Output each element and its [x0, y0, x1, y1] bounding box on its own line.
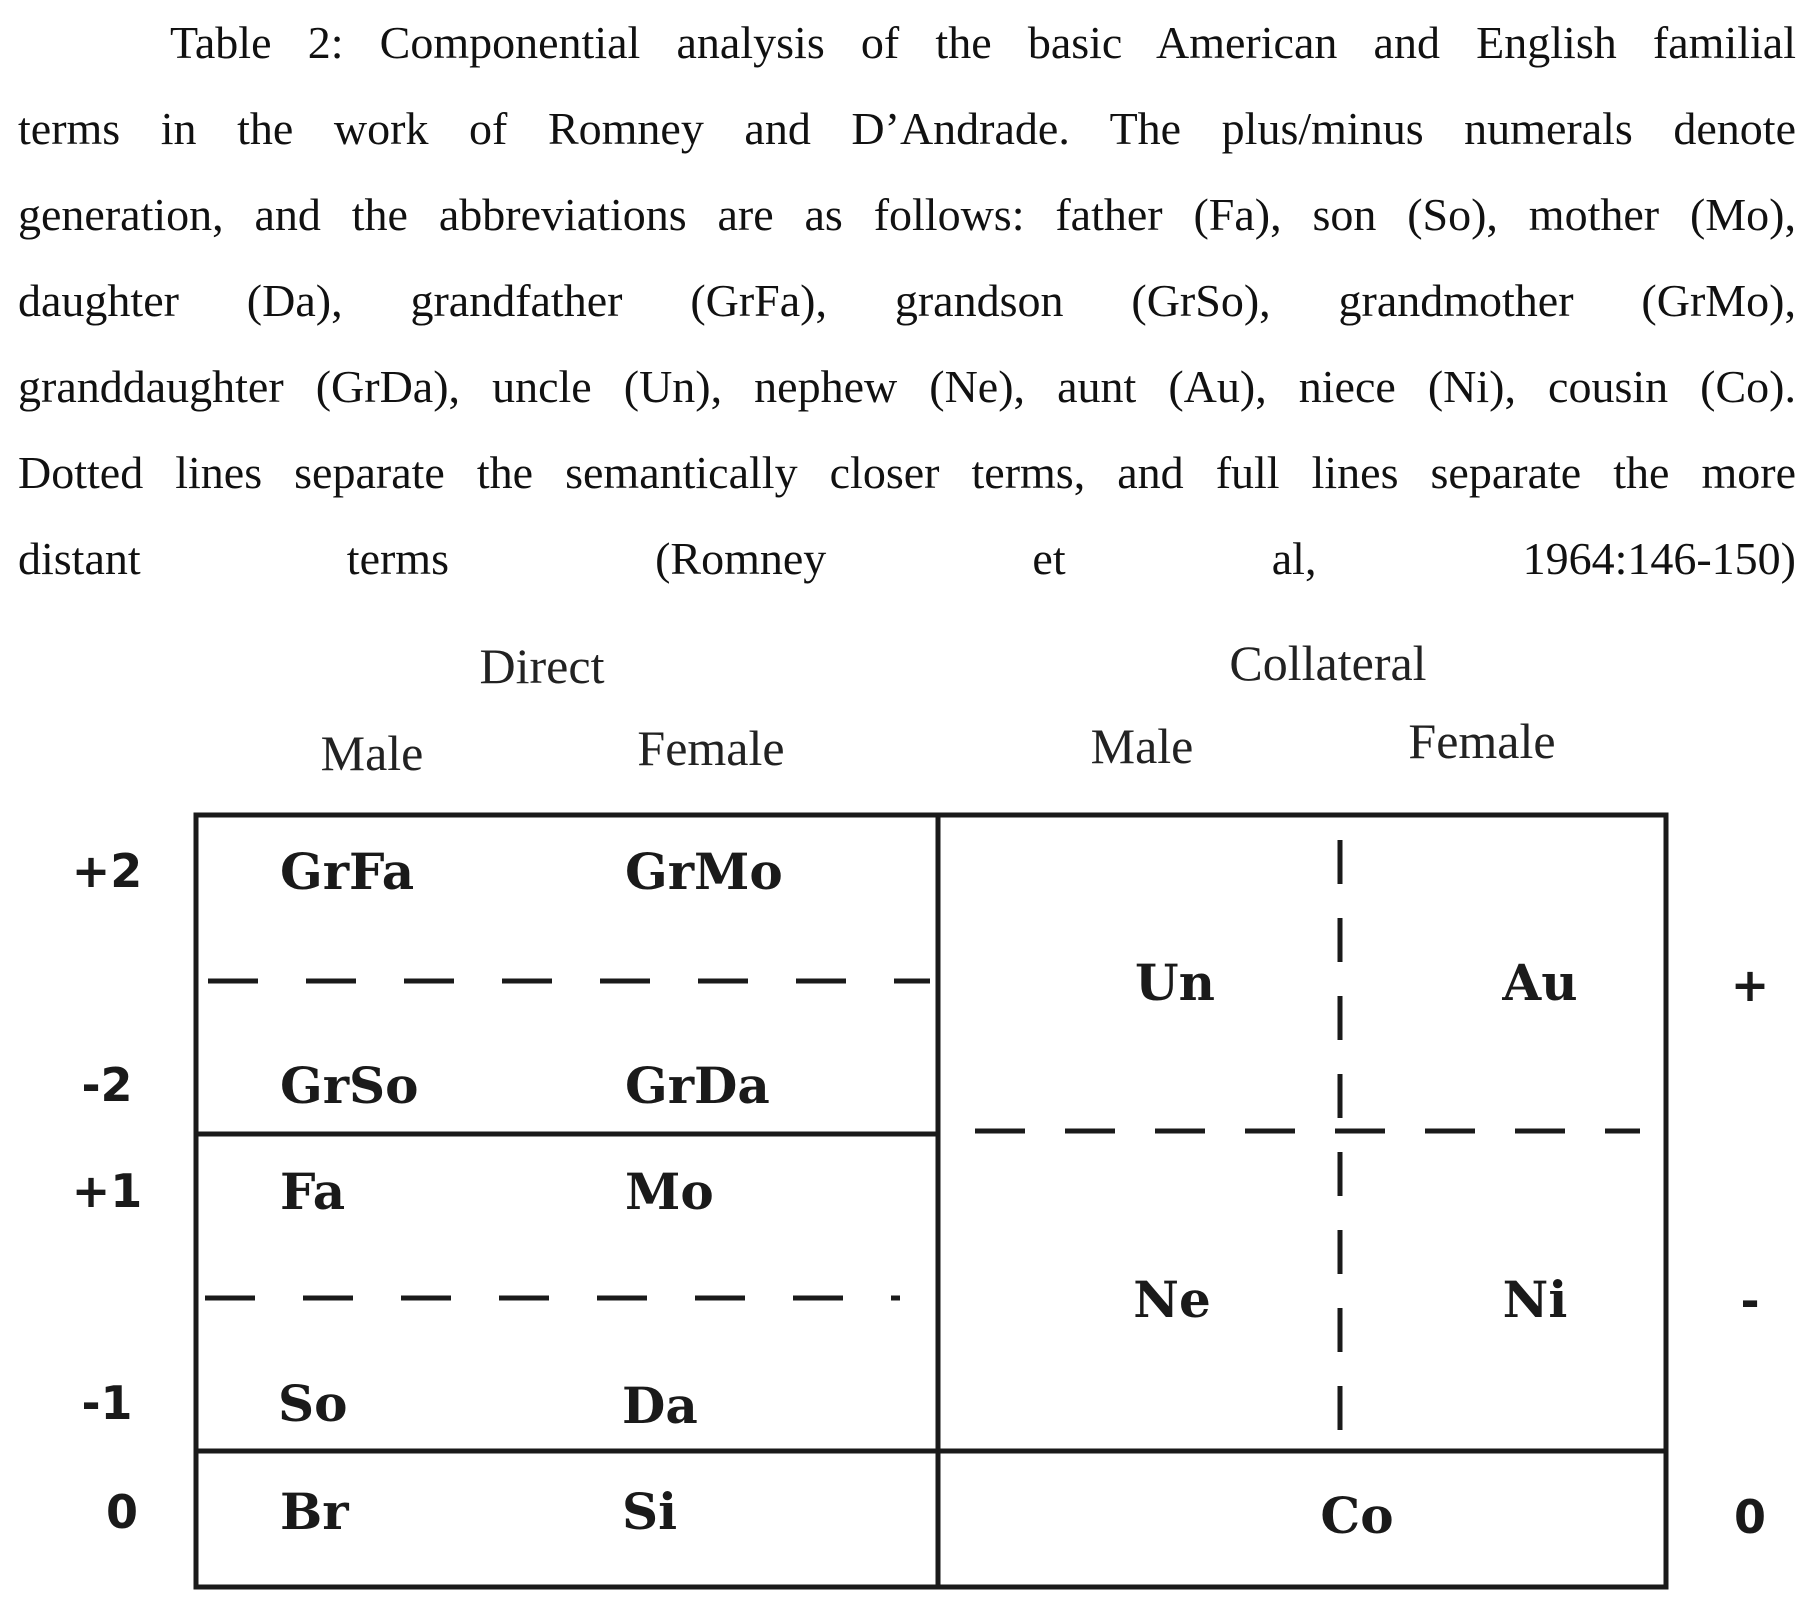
generation-label: -2: [81, 1058, 133, 1112]
generation-label: +2: [71, 844, 143, 898]
kin-term-ne: Ne: [1133, 1270, 1211, 1329]
collateral-generation-label: -: [1740, 1274, 1760, 1328]
caption-line: generation, and the abbreviations are as follows: father (Fa), son (So), mother (Mo),: [18, 189, 1796, 240]
collateral-generation-label: +: [1730, 958, 1770, 1012]
kin-term-au: Au: [1502, 953, 1578, 1012]
kin-term-grmo: GrMo: [625, 842, 783, 901]
kin-term-co: Co: [1320, 1486, 1394, 1545]
kin-term-mo: Mo: [625, 1162, 714, 1221]
generation-label: 0: [105, 1485, 139, 1539]
header-collateral-female: Female: [1408, 713, 1556, 769]
kin-term-fa: Fa: [280, 1162, 346, 1221]
dashed-separators: [205, 840, 1640, 1445]
caption-line: distant terms (Romney et al, 1964:146-150): [18, 533, 1796, 584]
header-direct-male: Male: [320, 725, 424, 781]
header-collateral: Collateral: [1229, 635, 1427, 691]
table-grid: [196, 815, 1666, 1587]
kin-term-ni: Ni: [1502, 1270, 1568, 1329]
table-border: [196, 815, 1666, 1587]
caption-line: Table 2: Componential analysis of the basic American and English familial: [170, 17, 1796, 68]
header-direct: Direct: [479, 638, 605, 694]
collateral-generation-label: 0: [1733, 1490, 1767, 1544]
kin-term-so: So: [278, 1374, 348, 1433]
kin-term-si: Si: [622, 1482, 678, 1541]
header-collateral-male: Male: [1090, 718, 1194, 774]
caption-line: granddaughter (GrDa), uncle (Un), nephew (Ne), aunt (Au), niece (Ni), cousin (Co).: [18, 361, 1796, 412]
generation-label: -1: [81, 1376, 133, 1430]
kin-term-grfa: GrFa: [280, 842, 415, 901]
caption-line: Dotted lines separate the semantically closer terms, and full lines separate the more: [18, 447, 1796, 498]
kin-term-grda: GrDa: [625, 1056, 770, 1115]
caption-line: terms in the work of Romney and D’Andrade. The plus/minus numerals denote: [18, 103, 1796, 154]
kin-term-un: Un: [1135, 953, 1215, 1012]
kin-term-br: Br: [280, 1482, 349, 1541]
caption-line: daughter (Da), grandfather (GrFa), grandson (GrSo), grandmother (GrMo),: [18, 275, 1796, 326]
kin-term-grso: GrSo: [280, 1056, 419, 1115]
generation-label: +1: [71, 1164, 143, 1218]
kin-term-da: Da: [622, 1376, 698, 1435]
header-direct-female: Female: [637, 720, 785, 776]
